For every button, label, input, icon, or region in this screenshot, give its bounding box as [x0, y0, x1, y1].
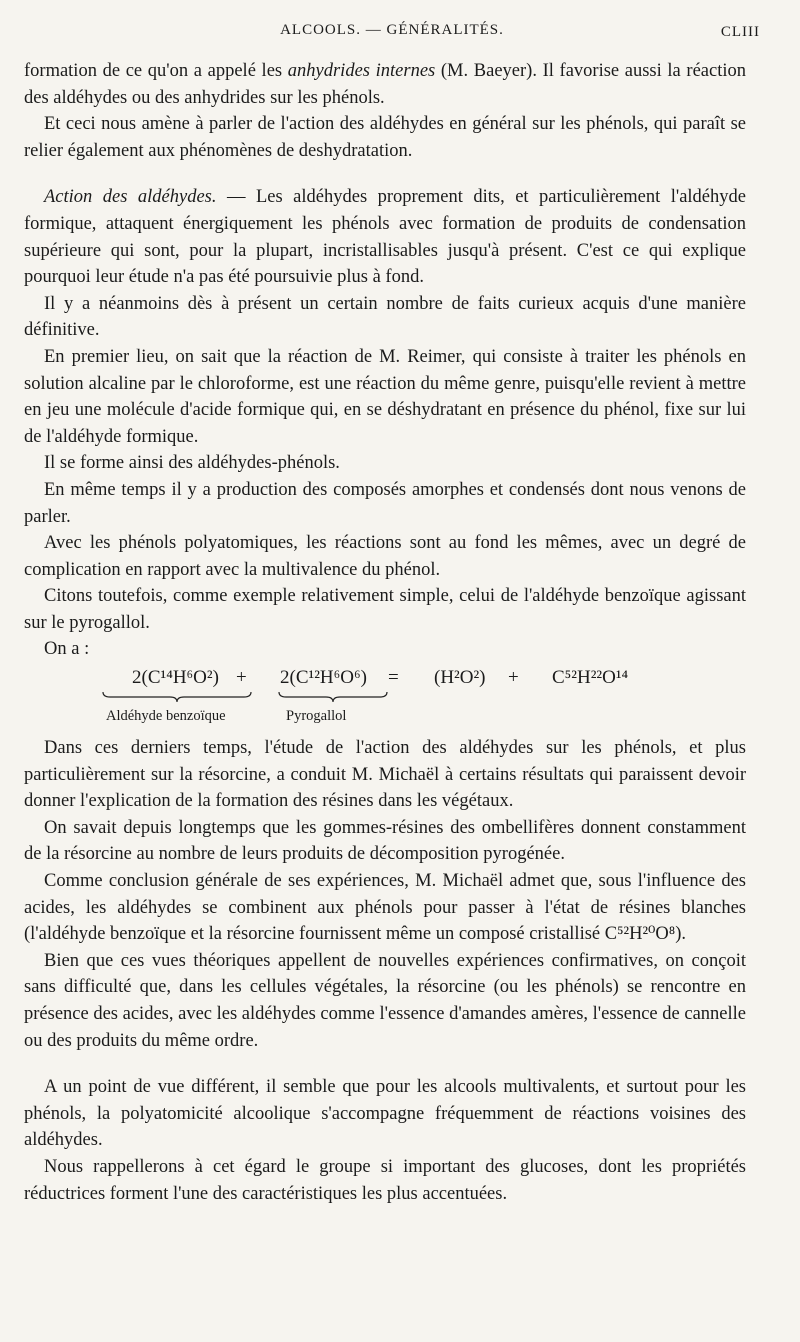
- equation-term: (H²O²): [434, 667, 486, 689]
- paragraph: [24, 58, 746, 111]
- text-run: (M. Baeyer). Il favorise aussi la réaction des aldéhydes ou des anhydrides sur les phénols.: [24, 61, 746, 108]
- paragraph: En même temps il y a production des composés amorphes et condensés dont nous venons de parler.: [24, 479, 746, 527]
- text-run: — Les aldéhydes proprement dits, et particulièrement l'aldéhyde formique, attaquent énergiquement les phénols avec formation de produits de condensation supérieure qui sont, pour la plupart, incristallisables jusqu'à présent. C'est ce qui explique pourquoi leur étude n'a pas été poursuivie plus à fond.: [24, 187, 746, 288]
- paragraph: A un point de vue différent, il semble que pour les alcools multivalents, et surtout pour les phénols, la polyatomicité alcoolique s'accompagne fréquemment de réactions voisines des aldéhydes.: [24, 1077, 746, 1151]
- paragraph: [24, 184, 746, 290]
- italic-term: anhydrides internes: [287, 61, 436, 81]
- equation-operator: =: [388, 667, 399, 689]
- chemical-equation: [24, 665, 746, 727]
- paragraph: Nous rappellerons à cet égard le groupe si important des glucoses, dont les propriétés réductrices forment l'une des caractéristiques les plus accentuées.: [24, 1156, 746, 1204]
- paragraph: Avec les phénols polyatomiques, les réactions sont au fond les mêmes, avec un degré de complication en rapport avec la multivalence du phénol.: [24, 533, 746, 580]
- text-run: formation de ce qu'on a appelé les: [24, 61, 288, 81]
- running-title: ALCOOLS. — GÉNÉRALITÉS.: [280, 22, 504, 38]
- paragraph: Il se forme ainsi des aldéhydes-phénols.: [44, 453, 340, 474]
- paragraph: On savait depuis longtemps que les gommes-résines des ombellifères donnent constamment de la résorcine au nombre de leurs produits de décomposition pyrogénée.: [24, 817, 746, 865]
- paragraph: On a :: [44, 639, 90, 660]
- equation-term: 2(C¹⁴H⁶O²): [132, 667, 219, 689]
- underbrace: [102, 691, 252, 703]
- paragraph: Il y a néanmoins dès à présent un certain nombre de faits curieux acquis d'une manière définitive.: [24, 293, 746, 341]
- paragraph: Citons toutefois, comme exemple relativement simple, celui de l'aldéhyde benzoïque agissant sur le pyrogallol.: [24, 586, 746, 633]
- equation-label: Pyrogallol: [286, 708, 347, 725]
- underbrace: [278, 691, 388, 703]
- paragraph: Bien que ces vues théoriques appellent de nouvelles expériences confirmatives, on conçoit sans difficulté que, dans les cellules végétales, la résorcine (ou les phénols) se rencontre en présence des acides, avec les aldéhydes comme l'essence d'amandes amères, l'essence de cannelle ou des produits du même ordre.: [24, 950, 746, 1051]
- equation-term: 2(C¹²H⁶O⁶): [280, 667, 367, 689]
- paragraph: Dans ces derniers temps, l'étude de l'action des aldéhydes sur les phénols, et plus particulièrement sur la résorcine, a conduit M. Michaël à certains résultats qui paraissent devoir donner l'explication de la formation des résines dans les végétaux.: [24, 738, 746, 812]
- equation-operator: +: [508, 667, 519, 689]
- page-number: CLIII: [720, 24, 760, 40]
- equation-term: C⁵²H²²O¹⁴: [552, 667, 629, 689]
- equation-operator: +: [236, 667, 247, 689]
- paragraph: En premier lieu, on sait que la réaction de M. Reimer, qui consiste à traiter les phénols en solution alcaline par le chloroforme, est une réaction du même genre, puisqu'elle revient à mettre en jeu une molécule d'acide formique qui, en se déshydratant en présence du phénol, fixe sur lui de l'aldéhyde formique.: [24, 346, 746, 447]
- section-heading: Action des aldéhydes.: [44, 187, 217, 208]
- page-header: [24, 20, 760, 46]
- paragraph: Comme conclusion générale de ses expériences, M. Michaël admet que, sous l'influence des acides, les aldéhydes se combinent aux phénols pour passer à l'état de résines blanches (l'aldéhyde benzoïque et la résorcine fournissent même un composé cristallisé C⁵²H²⁰O⁸).: [24, 871, 746, 945]
- equation-label: Aldéhyde benzoïque: [106, 708, 226, 725]
- page-body: [24, 58, 746, 1207]
- paragraph: Et ceci nous amène à parler de l'action des aldéhydes en général sur les phénols, qui paraît se relier également aux phénomènes de deshydratation.: [24, 114, 746, 161]
